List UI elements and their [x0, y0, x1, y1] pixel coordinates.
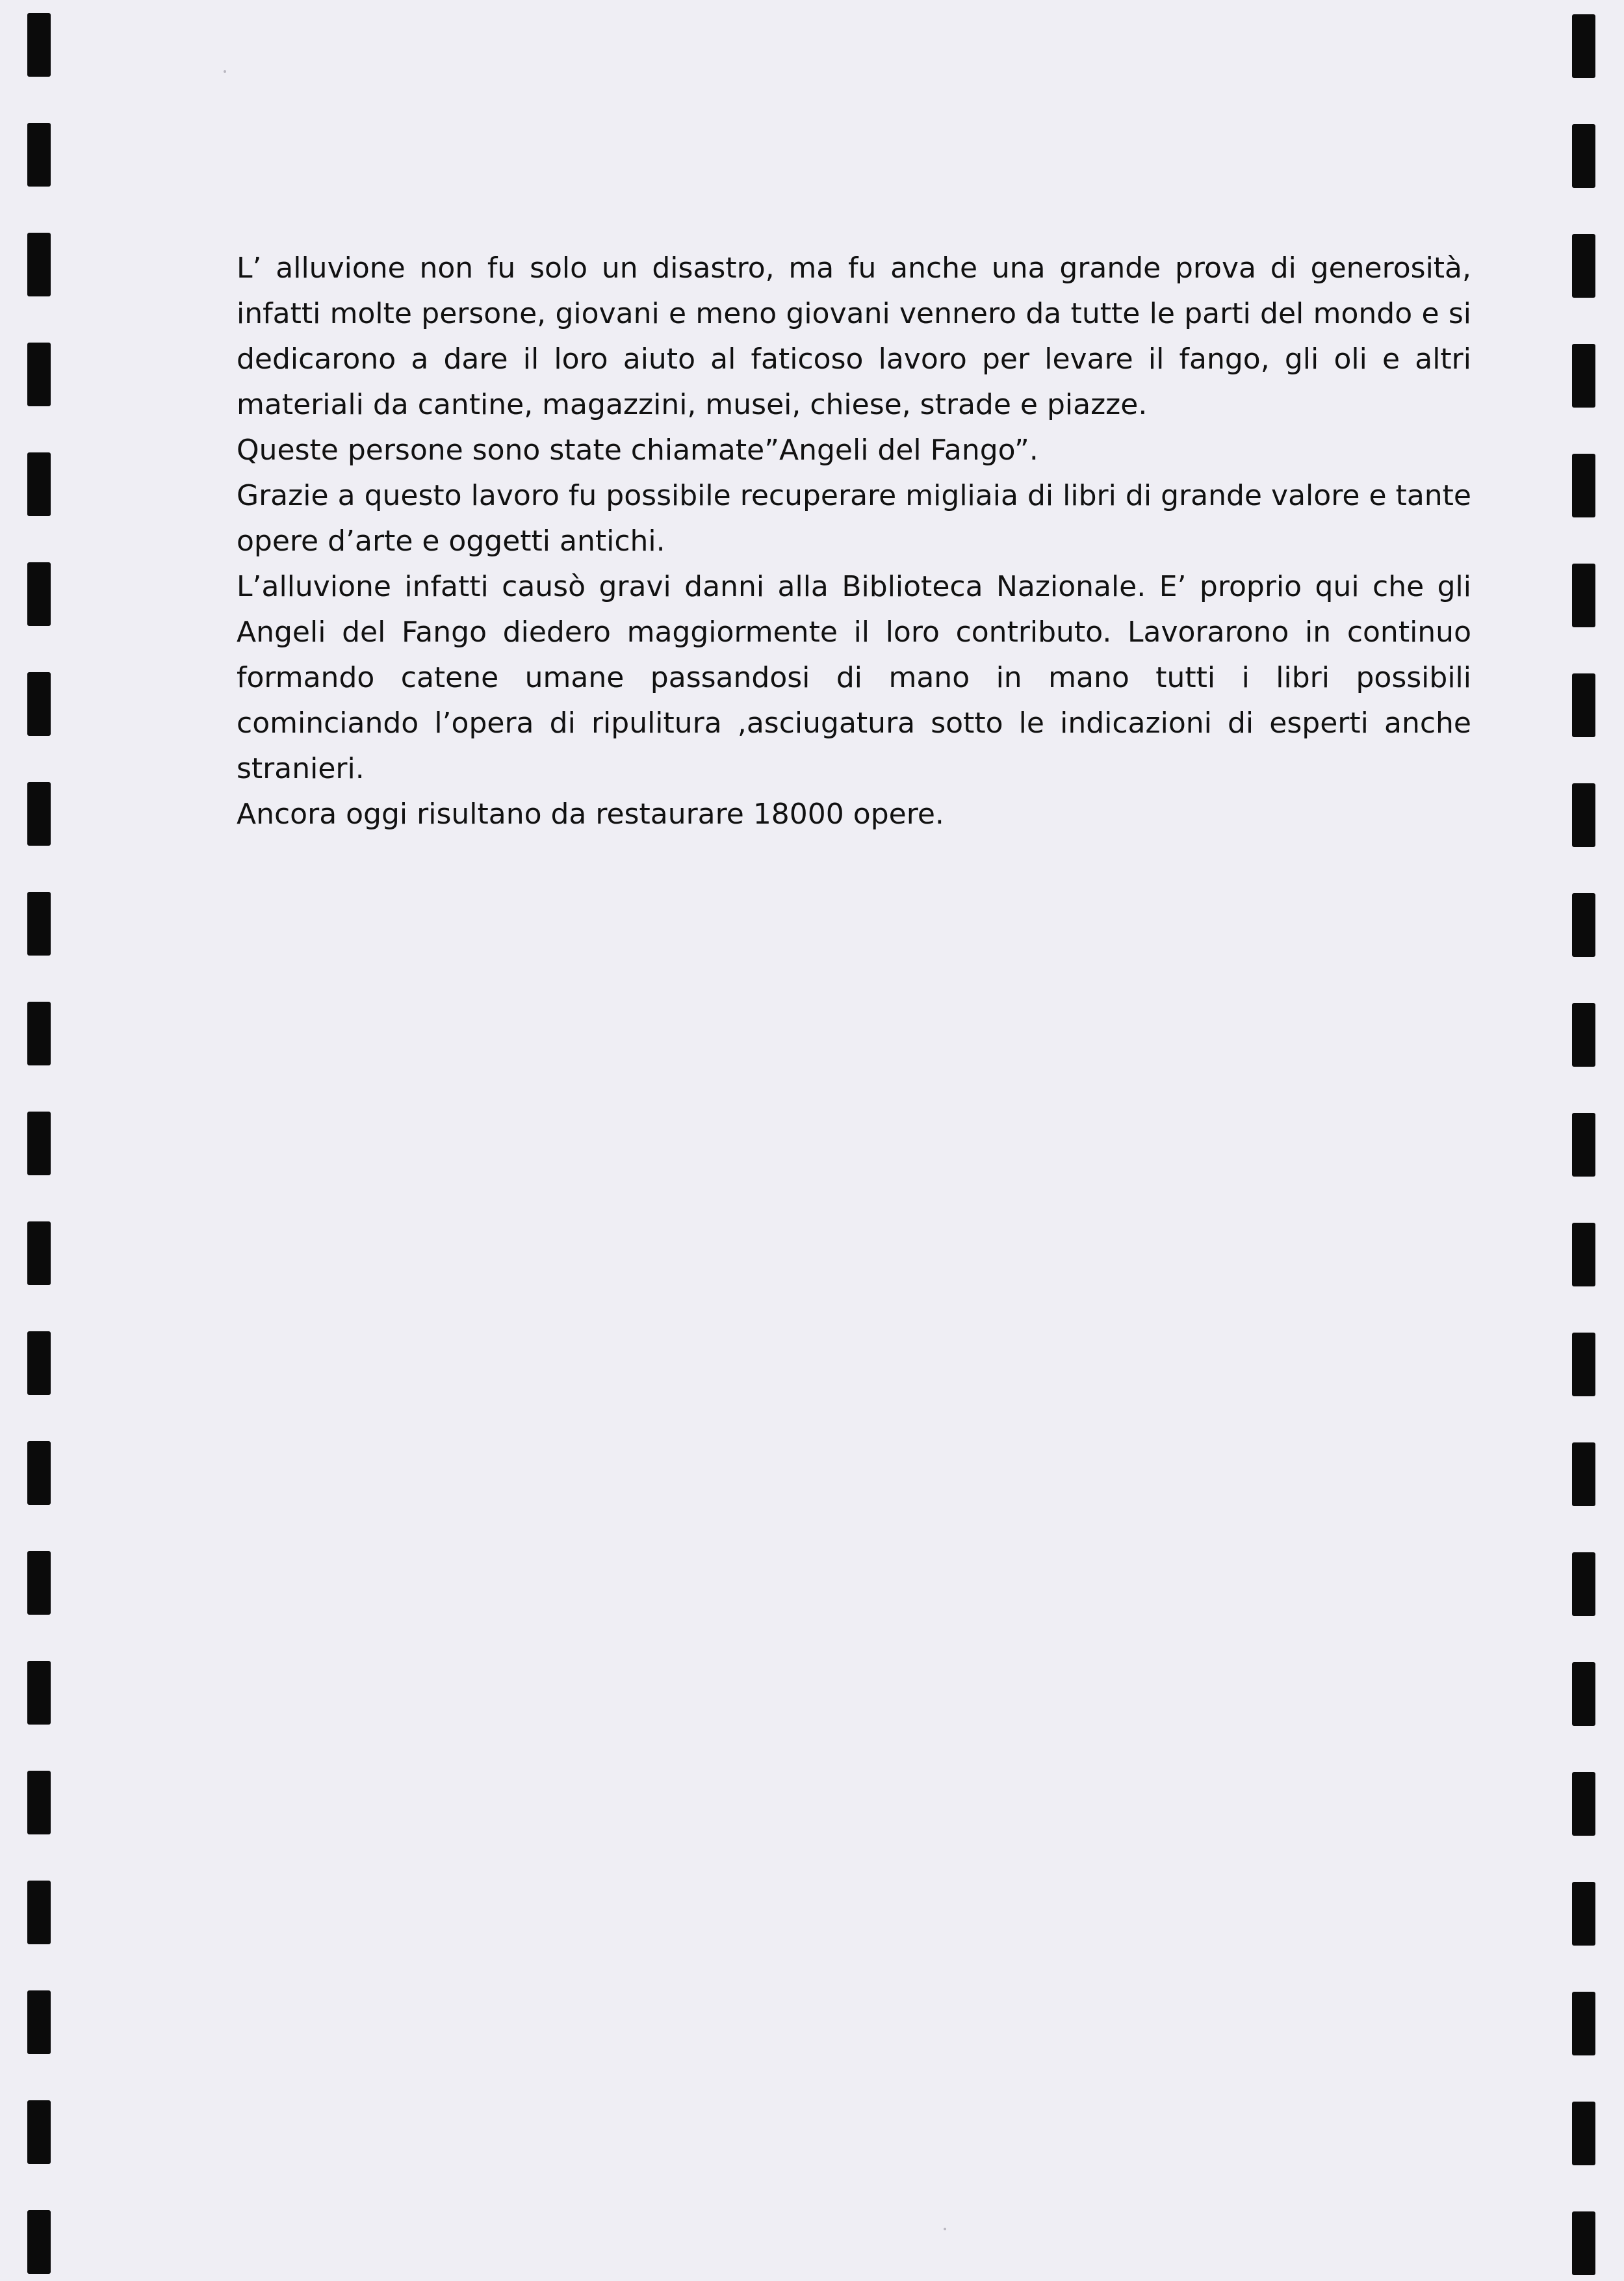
perforation-hole: [1572, 124, 1595, 188]
perforation-hole: [27, 892, 51, 956]
perforation-hole: [1572, 673, 1595, 737]
perforation-hole: [27, 1441, 51, 1505]
perforation-hole: [1572, 783, 1595, 847]
perforation-hole: [1572, 1772, 1595, 1836]
perforation-hole: [27, 1331, 51, 1395]
perforation-hole: [1572, 1223, 1595, 1286]
left-perforation-strip: [0, 0, 78, 2281]
perforation-hole: [1572, 1882, 1595, 1946]
perforation-hole: [27, 672, 51, 736]
paragraph-2: Queste persone sono state chiamate”Angeli del Fango”.: [237, 434, 1038, 467]
perforation-hole: [27, 1002, 51, 1065]
perforation-hole: [27, 2100, 51, 2164]
perforation-hole: [1572, 1333, 1595, 1396]
perforation-hole: [27, 123, 51, 187]
perforation-hole: [27, 1881, 51, 1944]
perforation-hole: [27, 1221, 51, 1285]
perforation-hole: [1572, 1992, 1595, 2055]
perforation-hole: [1572, 344, 1595, 408]
perforation-hole: [27, 452, 51, 516]
perforation-hole: [27, 1771, 51, 1834]
perforation-hole: [1572, 1662, 1595, 1726]
paper-speck: [944, 2228, 946, 2230]
paragraph-5: Ancora oggi risultano da restaurare 18000 opere.: [237, 798, 944, 831]
perforation-hole: [1572, 893, 1595, 957]
perforation-hole: [1572, 234, 1595, 298]
paper-speck: [224, 70, 226, 73]
paragraph-1: L’ alluvione non fu solo un disastro, ma fu anche una grande prova di generosità, infatti molte persone, giovani e meno giovani vennero da tutte le parti del mondo e si dedicarono a dare il loro aiuto al faticoso lavoro per levare il fango, gli oli e altri materiali da cantine, magazzini, musei, chiese, strade e piazze.: [237, 252, 1471, 421]
perforation-hole: [1572, 454, 1595, 517]
perforation-hole: [1572, 1003, 1595, 1067]
perforation-hole: [1572, 1113, 1595, 1177]
document-text: [237, 246, 1471, 837]
perforation-hole: [27, 562, 51, 626]
perforation-hole: [27, 782, 51, 846]
perforation-hole: [27, 233, 51, 296]
perforation-hole: [27, 1990, 51, 2054]
perforation-hole: [27, 1112, 51, 1175]
perforation-hole: [1572, 14, 1595, 78]
perforation-hole: [27, 13, 51, 77]
perforation-hole: [27, 343, 51, 406]
perforation-hole: [27, 1551, 51, 1615]
perforation-hole: [1572, 1442, 1595, 1506]
perforation-hole: [1572, 1552, 1595, 1616]
right-perforation-strip: [1546, 0, 1624, 2281]
perforation-hole: [1572, 564, 1595, 627]
perforation-hole: [1572, 2211, 1595, 2275]
paragraph-3: Grazie a questo lavoro fu possibile recuperare migliaia di libri di grande valore e tante opere d’arte e oggetti antichi.: [237, 479, 1471, 558]
perforation-hole: [27, 2210, 51, 2274]
perforation-hole: [27, 1661, 51, 1725]
perforation-hole: [1572, 2102, 1595, 2165]
paragraph-4: L’alluvione infatti causò gravi danni alla Biblioteca Nazionale. E’ proprio qui che gli Angeli del Fango diedero maggiormente il loro contributo. Lavorarono in continuo formando catene umane passandosi di mano in mano tutti i libri possibili cominciando l’opera di ripulitura ,asciugatura sotto le indicazioni di esperti anche stranieri.: [237, 570, 1471, 785]
